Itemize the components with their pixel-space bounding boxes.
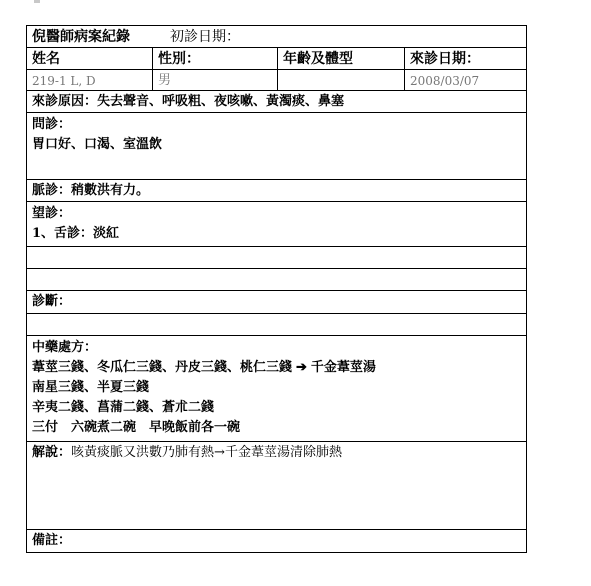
inquiry-line: 胃口好、口渴、室溫飲: [32, 137, 163, 152]
value-age-build: [277, 70, 404, 90]
prescription-herbs-1: 葦莖三錢、冬瓜仁三錢、丹皮三錢、桃仁三錢: [32, 360, 293, 375]
visit-reason-label: 來診原因：: [32, 94, 98, 109]
medical-record-form: [26, 25, 527, 553]
header-name: 姓名: [32, 51, 60, 67]
prescription-line-3: 辛夷二錢、菖蒲二錢、蒼朮二錢: [32, 400, 215, 415]
remarks-section: [27, 530, 526, 552]
observation-label: 望診：: [32, 206, 72, 221]
value-gender: 男: [152, 70, 277, 90]
prescription-line-4: 三付 六碗煮二碗 早晚飯前各一碗: [32, 420, 241, 435]
diagnosis-label: 診斷：: [32, 294, 72, 309]
explanation-text-2: 千金葦莖湯清除肺熱: [224, 445, 342, 460]
header-age-build: 年齡及體型: [277, 48, 404, 69]
diagnosis-section: [27, 291, 526, 314]
blank-row: [27, 269, 526, 291]
first-visit-date-label: 初診日期：: [170, 29, 240, 45]
prescription-line-1: [32, 358, 526, 378]
right-arrow-icon: ➔: [296, 360, 307, 375]
visit-reason-section: [27, 91, 526, 113]
prescription-label: 中藥處方：: [32, 340, 98, 355]
value-name: 219-1 L, D: [32, 74, 96, 88]
blank-row: [27, 314, 526, 336]
pulse-text: 稍數洪有力。: [71, 183, 150, 198]
page-corner-mark: [34, 0, 40, 3]
prescription-formula: 千金葦莖湯: [310, 360, 376, 375]
title-row: [27, 26, 526, 48]
value-visit-date: 2008/03/07: [404, 70, 526, 90]
remarks-label: 備註：: [32, 533, 72, 548]
patient-values-row: [27, 70, 526, 91]
pulse-section: [27, 180, 526, 202]
explanation-section: [27, 442, 526, 530]
visit-reason-text: 失去聲音、呼吸粗、夜咳嗽、黃濁痰、鼻塞: [97, 94, 345, 109]
inquiry-section: [27, 113, 526, 180]
header-visit-date: 來診日期：: [404, 48, 526, 69]
blank-row: [27, 247, 526, 269]
prescription-section: [27, 336, 526, 442]
pulse-label: 脈診：: [32, 183, 72, 198]
observation-line: 1、舌診：淡紅: [32, 226, 120, 241]
right-arrow-icon: →: [214, 445, 225, 460]
header-gender: 性別：: [152, 48, 277, 69]
patient-header-row: [27, 48, 526, 70]
prescription-line-2: 南星三錢、半夏三錢: [32, 380, 150, 395]
explanation-label: 解說：: [32, 445, 72, 460]
observation-section: [27, 202, 526, 247]
record-title: 倪醫師病案紀錄: [32, 29, 130, 45]
inquiry-label: 問診：: [32, 117, 72, 132]
explanation-text-1: 咳黃痰脈又洪數乃肺有熱: [71, 445, 215, 460]
